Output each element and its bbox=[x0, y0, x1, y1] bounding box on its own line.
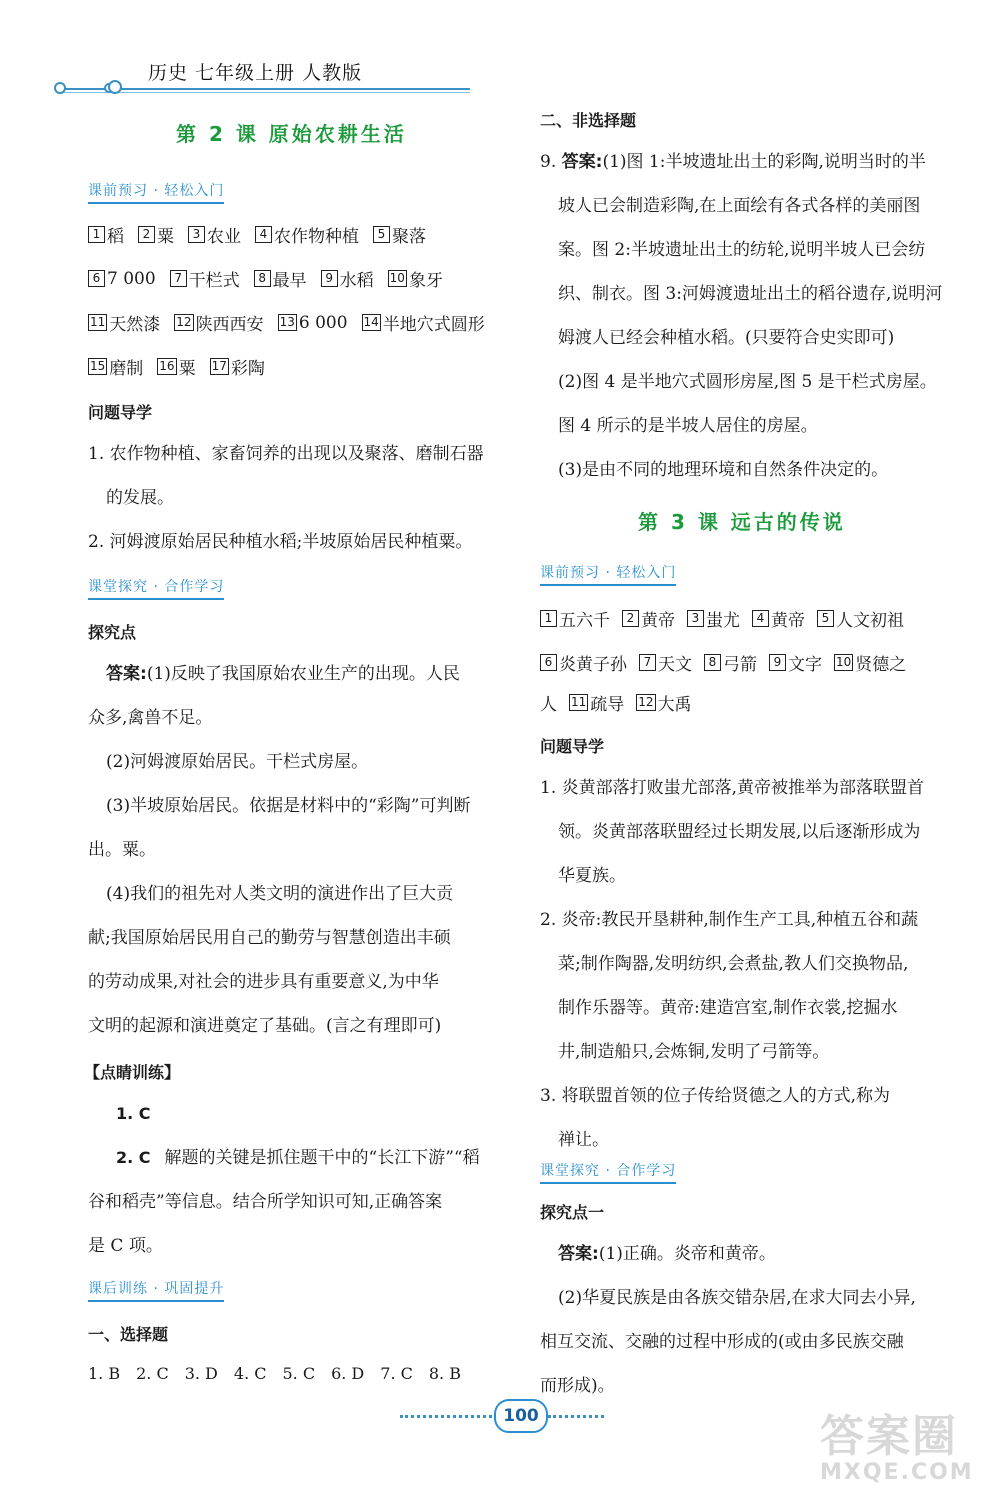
guide-heading: 问题导学 bbox=[540, 737, 605, 756]
preview-row: 1 稻 2 粟 3 农业 4 农作物种植 5 聚落 bbox=[88, 222, 426, 247]
text-line: 文明的起源和演进奠定了基础。(言之有理即可) bbox=[88, 1016, 442, 1036]
preview-row: 6 7 000 7 干栏式 8 最早 9 水稻 10 象牙 bbox=[88, 266, 443, 291]
header-rule-light bbox=[58, 92, 470, 93]
footer-dots bbox=[400, 1415, 492, 1418]
text-line: 的发展。 bbox=[106, 488, 174, 508]
text-line: 1. 炎黄部落打败蚩尤部落,黄帝被推举为部落联盟首 bbox=[540, 778, 925, 798]
class-section-tag: 课堂探究 · 合作学习 bbox=[88, 576, 224, 600]
lesson-3-title: 第 3 课 远古的传说 bbox=[638, 510, 846, 534]
explore-heading: 探究点一 bbox=[540, 1203, 605, 1222]
text-line: (3)是由不同的地理环境和自然条件决定的。 bbox=[558, 460, 889, 480]
text-line: 井,制造船只,会炼铜,发明了弓箭等。 bbox=[558, 1042, 830, 1062]
book-title: 历史 七年级上册 人教版 bbox=[148, 62, 363, 84]
text-line: (4)我们的祖先对人类文明的演进作出了巨大贡 bbox=[106, 884, 454, 904]
answer-label: 答案: bbox=[561, 152, 603, 172]
text-line: 2. 河姆渡原始居民种植水稻;半坡原始居民种植粟。 bbox=[88, 532, 473, 552]
choice-answer: 1. B bbox=[88, 1364, 121, 1383]
watermark-en: MXQE.COM bbox=[820, 1460, 974, 1485]
text-line: 谷和稻壳”等信息。结合所学知识可知,正确答案 bbox=[88, 1192, 443, 1212]
class-section-tag: 课堂探究 · 合作学习 bbox=[540, 1160, 676, 1184]
choice-answer: 4. C bbox=[233, 1364, 267, 1383]
choice-answer: 2. C bbox=[136, 1364, 169, 1383]
answer-line: 答案:(1)反映了我国原始农业生产的出现。人民 bbox=[106, 664, 460, 684]
preview-row: 11 天然漆 12 陕西西安 13 6 000 14 半地穴式圆形 bbox=[90, 312, 485, 335]
text-line: 禅让。 bbox=[558, 1130, 609, 1150]
text-line: (2)图 4 是半地穴式圆形房屋,图 5 是干栏式房屋。 bbox=[558, 372, 937, 392]
text-line: 制作乐器等。黄帝:建造宫室,制作衣裳,挖掘水 bbox=[558, 998, 898, 1018]
preview-section-tag: 课前预习 · 轻松入门 bbox=[88, 180, 224, 204]
after-section-tag: 课后训练 · 巩固提升 bbox=[88, 1278, 224, 1302]
choice-answer: 5. C bbox=[282, 1364, 316, 1383]
preview-row: 1 五六千 2 黄帝 3 蚩尤 4 黄帝 5 人文初祖 bbox=[540, 606, 904, 631]
text-line: (2)河姆渡原始居民。干栏式房屋。 bbox=[106, 752, 369, 772]
choice-heading: 一、选择题 bbox=[88, 1325, 169, 1344]
text-line: 出。粟。 bbox=[88, 840, 156, 860]
text-line: 姆渡人已经会种植水稻。(只要符合史实即可) bbox=[558, 328, 895, 348]
choice-answer: 7. C bbox=[380, 1364, 413, 1383]
text-line: 领。炎黄部落联盟经过长期发展,以后逐渐形成为 bbox=[558, 822, 921, 842]
watermark bbox=[820, 1400, 974, 1485]
choice-answer: 3. D bbox=[184, 1364, 218, 1383]
footer-dots bbox=[548, 1415, 604, 1418]
text-line: 2. 炎帝:教民开垦耕种,制作生产工具,种植五谷和蔬 bbox=[540, 910, 919, 930]
preview-section-tag: 课前预习 · 轻松入门 bbox=[540, 562, 676, 586]
training-answer-2: 2. C 解题的关键是抓住题干中的“长江下游”“稻 bbox=[116, 1148, 480, 1168]
training-heading: 【点睛训练】 bbox=[84, 1063, 181, 1082]
text-line: 相互交流、交融的过程中形成的(或由多民族交融 bbox=[540, 1332, 904, 1352]
lesson-2-title: 第 2 课 原始农耕生活 bbox=[176, 122, 407, 146]
text-line: 献;我国原始居民用自己的勤劳与智慧创造出丰硕 bbox=[88, 928, 451, 948]
text-line: 1. 农作物种植、家畜饲养的出现以及聚落、磨制石器 bbox=[88, 444, 484, 464]
nonchoice-heading: 二、非选择题 bbox=[540, 111, 637, 130]
text-line: 案。图 2:半坡遗址出土的纺轮,说明半坡人已会纺 bbox=[558, 240, 926, 260]
text-line: 众多,禽兽不足。 bbox=[88, 708, 213, 728]
text-line: 3. 将联盟首领的位子传给贤德之人的方式,称为 bbox=[540, 1086, 891, 1106]
preview-row: 15 磨制 16 粟 17 彩陶 bbox=[90, 359, 265, 379]
answer-line: 9. 答案:(1)图 1:半坡遗址出土的彩陶,说明当时的半 bbox=[540, 152, 926, 172]
choice-answers bbox=[88, 1364, 461, 1383]
text-line: 是 C 项。 bbox=[88, 1236, 163, 1256]
guide-heading: 问题导学 bbox=[88, 403, 153, 422]
training-answer-1: 1. C bbox=[116, 1104, 151, 1123]
text-line: 而形成)。 bbox=[540, 1376, 615, 1396]
preview-row: 人 11 疏导 12 大禹 bbox=[540, 695, 692, 715]
explore-heading: 探究点 bbox=[88, 623, 137, 642]
text-line: 坡人已会制造彩陶,在上面绘有各式各样的美丽图 bbox=[558, 196, 921, 216]
preview-row: 6 炎黄子孙 7 天文 8 弓箭 9 文字 10 贤德之 bbox=[540, 650, 906, 675]
text-line: 的劳动成果,对社会的进步具有重要意义,为中华 bbox=[88, 972, 439, 992]
header-dot-icon bbox=[54, 82, 66, 94]
choice-answer: 8. B bbox=[428, 1364, 461, 1383]
watermark-cn: 答案圈 bbox=[820, 1411, 958, 1462]
header-dot-icon bbox=[108, 80, 122, 94]
text-line: 图 4 所示的是半坡人居住的房屋。 bbox=[558, 416, 818, 436]
text-line: 织、制衣。图 3:河姆渡遗址出土的稻谷遗存,说明河 bbox=[558, 284, 943, 304]
text-line: 菜;制作陶器,发明纺织,会煮盐,教人们交换物品, bbox=[558, 954, 909, 974]
text-line: (3)半坡原始居民。依据是材料中的“彩陶”可判断 bbox=[106, 796, 471, 816]
answer-line: 答案:(1)正确。炎帝和黄帝。 bbox=[558, 1244, 776, 1264]
page-header bbox=[58, 52, 478, 102]
text-line: 华夏族。 bbox=[558, 866, 626, 886]
choice-answer: 6. D bbox=[331, 1364, 365, 1383]
page-number: 100 bbox=[494, 1399, 548, 1433]
text-line: (2)华夏民族是由各族交错杂居,在求大同去小异, bbox=[558, 1288, 916, 1308]
answer-label: 答案: bbox=[558, 1244, 599, 1264]
answer-label: 答案: bbox=[106, 664, 147, 684]
